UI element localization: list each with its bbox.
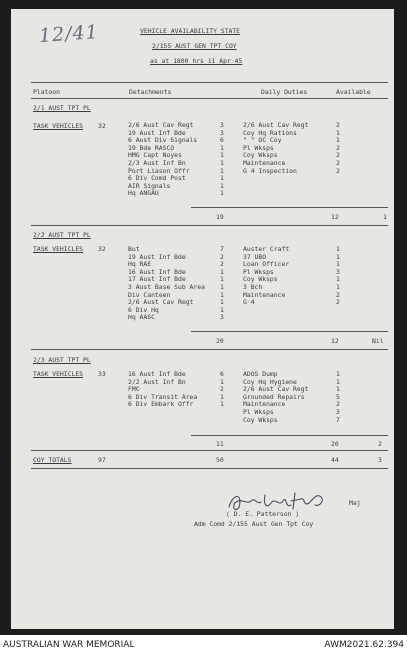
signatory-appointment: Adm Comd 2/155 Aust Gen Tpt Coy	[194, 520, 314, 528]
subtotal-duties: 20	[331, 440, 339, 448]
section-title: 2/3 AUST TPT PL	[33, 356, 91, 364]
duty-qtys	[336, 122, 340, 175]
duty-names	[243, 246, 289, 307]
rule-subtotal	[191, 207, 388, 208]
duty-qty: 1	[336, 275, 340, 284]
detachment-qty: 1	[220, 181, 224, 190]
duty-qtys	[336, 246, 340, 307]
footer-accession-number: AWM2021.62.394	[324, 640, 404, 650]
detachment-name: 6 Div Hq	[128, 305, 159, 314]
duty-name: Coy Hq Hygiene	[243, 377, 297, 386]
rule-totals-end	[31, 468, 388, 469]
detachment-qtys	[220, 371, 224, 409]
duty-name: ADOS Dump	[243, 370, 278, 378]
duty-name: 2/6 Aust Cav Regt	[243, 121, 309, 129]
task-vehicles-label: TASK VEHICLES	[33, 122, 84, 130]
subtotal-available: 2	[378, 440, 382, 448]
duty-name: Maintenance	[243, 290, 286, 299]
detachment-name: Div Canteen	[128, 290, 171, 299]
duty-names	[243, 122, 308, 175]
detachment-qty: 1	[220, 189, 224, 198]
duty-name: Coy Hq Rations	[243, 128, 297, 137]
detachment-qty: 1	[220, 174, 224, 183]
detachment-name: 2/3 Aust Inf Bn	[128, 158, 186, 167]
coy-totals-task: 97	[98, 456, 106, 464]
rule-section-end	[31, 450, 388, 451]
detachment-name: 6 Div Comd Post	[128, 174, 186, 183]
detachment-qtys	[220, 122, 224, 198]
detachment-name: 19 Aust Inf Bde	[128, 128, 186, 137]
detachment-name: 2/2 Aust Inf Bn	[128, 377, 186, 386]
duty-qty: 1	[336, 282, 340, 291]
subtotal-duties: 12	[331, 213, 339, 221]
duty-qty: 1	[336, 370, 340, 378]
subtotal-duties: 12	[331, 337, 339, 345]
duty-qty: 1	[336, 377, 340, 386]
duty-qty: 1	[336, 252, 340, 261]
detachment-qty: 2	[220, 385, 224, 394]
coy-totals-available: 3	[378, 456, 382, 464]
detachment-qty: 1	[220, 282, 224, 291]
document-title: VEHICLE AVAILABILITY STATE	[140, 27, 241, 35]
col-detachments: Detachments	[129, 88, 172, 96]
duty-qty: 1	[336, 128, 340, 137]
duty-qty: 2	[336, 400, 340, 409]
duty-qty: 2	[336, 166, 340, 175]
section-title: 2/2 AUST TPT PL	[33, 231, 91, 239]
subtotal-available: 1	[383, 213, 387, 221]
detachment-names	[128, 122, 197, 198]
task-vehicles-label: TASK VEHICLES	[33, 370, 84, 378]
detachment-name: AIR Signals	[128, 181, 171, 190]
duty-name: 37 UBO	[243, 252, 267, 261]
detachment-name: 2/6 Aust Cav Regt	[128, 121, 194, 129]
duty-name: Pl Wksps	[243, 143, 274, 152]
duty-name: Maintenance	[243, 400, 286, 409]
rule-section-end	[31, 349, 388, 350]
duty-name: Coy Wksps	[243, 275, 278, 284]
duty-qty: 2	[336, 290, 340, 299]
detachment-qty: 2	[220, 260, 224, 269]
duty-name: Maintenance	[243, 158, 286, 167]
detachment-name: 6 Aust Div Signals	[128, 136, 198, 145]
detachment-name: Port Liason Offr	[128, 166, 190, 175]
detachment-qty: 1	[220, 151, 224, 160]
duty-name: Loan Officer	[243, 260, 290, 269]
detachment-qty: 1	[220, 267, 224, 276]
detachment-qty: 1	[220, 400, 224, 409]
signatory-name: ( D. E. Patterson )	[226, 510, 300, 518]
detachment-name: FMC	[128, 385, 140, 394]
detachment-name: Hq AASC	[128, 313, 155, 322]
duty-name: Grounded Repairs	[243, 392, 305, 401]
coy-totals-detachments: 50	[216, 456, 224, 464]
rule-header-top	[31, 82, 388, 83]
detachment-qty: 6	[220, 370, 224, 378]
subtotal-detachments: 20	[216, 337, 224, 345]
detachment-qty: 3	[220, 128, 224, 137]
document-page	[11, 9, 394, 629]
col-platoon: Platoon	[33, 88, 60, 96]
handwritten-reference: 12/41	[38, 20, 100, 48]
duty-qty: 1	[336, 245, 340, 253]
subtotal-detachments: 11	[216, 440, 224, 448]
archive-footer	[0, 636, 407, 653]
detachment-name: 3 Aust Base Sub Area	[128, 282, 205, 291]
duty-qty: 2	[336, 121, 340, 129]
coy-totals-duties: 44	[331, 456, 339, 464]
detachment-name: 16 Aust Inf Bde	[128, 370, 186, 378]
duty-qty: 2	[336, 298, 340, 307]
detachment-qty: 1	[220, 166, 224, 175]
detachment-name: HMG Capt Noyes	[128, 151, 182, 160]
task-vehicles-label: TASK VEHICLES	[33, 245, 84, 253]
detachment-qty: 1	[220, 275, 224, 284]
col-daily-duties: Daily Duties	[261, 88, 308, 96]
duty-name: Pl Wksps	[243, 407, 274, 416]
detachment-qty: 1	[220, 158, 224, 167]
section-title: 2/1 AUST TPT PL	[33, 104, 91, 112]
task-vehicles-count: 33	[98, 370, 106, 378]
duty-qty: 2	[336, 143, 340, 152]
detachment-qtys	[220, 246, 224, 322]
detachment-qty: 7	[220, 245, 224, 253]
duty-name: Pl Wksps	[243, 267, 274, 276]
detachment-qty: 1	[220, 143, 224, 152]
task-vehicles-count: 32	[98, 245, 106, 253]
duty-qty: 2	[336, 158, 340, 167]
detachment-name: 17 Aust Inf Bde	[128, 275, 186, 284]
detachment-qty: 1	[220, 305, 224, 314]
duty-name: 3 Bch	[243, 282, 263, 291]
rule-section-end	[31, 225, 388, 226]
detachment-qty: 1	[220, 377, 224, 386]
detachment-names	[128, 371, 197, 409]
duty-qty: 5	[336, 392, 340, 401]
detachment-name: 6 Div Embark Offr	[128, 400, 194, 409]
detachment-name: But	[128, 245, 140, 253]
rule-subtotal	[191, 435, 388, 436]
coy-totals-label: COY TOTALS	[33, 456, 72, 464]
detachment-qty: 6	[220, 136, 224, 145]
duty-qty: 1	[336, 385, 340, 394]
detachment-qty: 3	[220, 121, 224, 129]
detachment-name: 2/6 Aust Cav Regt	[128, 298, 194, 307]
subtotal-available: Nil	[372, 337, 384, 345]
detachment-name: 19 Bde RASCO	[128, 143, 175, 152]
duty-name: Auster Craft	[243, 245, 290, 253]
detachment-name: 19 Aust Inf Bde	[128, 252, 186, 261]
subtotal-detachments: 19	[216, 213, 224, 221]
col-available: Available	[336, 88, 371, 96]
detachment-qty: 1	[220, 392, 224, 401]
rule-subtotal	[191, 331, 388, 332]
detachment-name: 6 Div Transit Area	[128, 392, 198, 401]
footer-institution: AUSTRALIAN WAR MEMORIAL	[3, 640, 135, 650]
duty-qty: 2	[336, 151, 340, 160]
duty-qty: 1	[336, 136, 340, 145]
task-vehicles-count: 32	[98, 122, 106, 130]
detachment-name: Hq RAE	[128, 260, 152, 269]
duty-qty: 7	[336, 415, 340, 424]
detachment-name: 16 Aust Inf Bde	[128, 267, 186, 276]
duty-name: 2/6 Aust Cav Regt	[243, 385, 309, 394]
detachment-qty: 1	[220, 290, 224, 299]
duty-qty: 3	[336, 267, 340, 276]
detachment-names	[128, 246, 205, 322]
duty-name: Coy Wksps	[243, 151, 278, 160]
as-at-time: as at 1800 hrs 11 Apr 45	[150, 57, 243, 65]
detachment-qty: 2	[220, 252, 224, 261]
duty-name: G 4 Inspection	[243, 166, 297, 175]
signatory-rank: Maj	[349, 499, 361, 507]
duty-names	[243, 371, 308, 424]
unit-name: 2/155 AUST GEN TPT COY	[152, 42, 237, 50]
detachment-qty: 1	[220, 298, 224, 307]
duty-qty: 3	[336, 407, 340, 416]
duty-qtys	[336, 371, 340, 424]
rule-header-bottom	[31, 98, 388, 99]
detachment-name: Hq ANGAU	[128, 189, 159, 198]
duty-name: " " OC Coy	[243, 136, 282, 145]
duty-qty: 1	[336, 260, 340, 269]
duty-name: G 4	[243, 298, 255, 307]
detachment-qty: 3	[220, 313, 224, 322]
duty-name: Coy Wksps	[243, 415, 278, 424]
